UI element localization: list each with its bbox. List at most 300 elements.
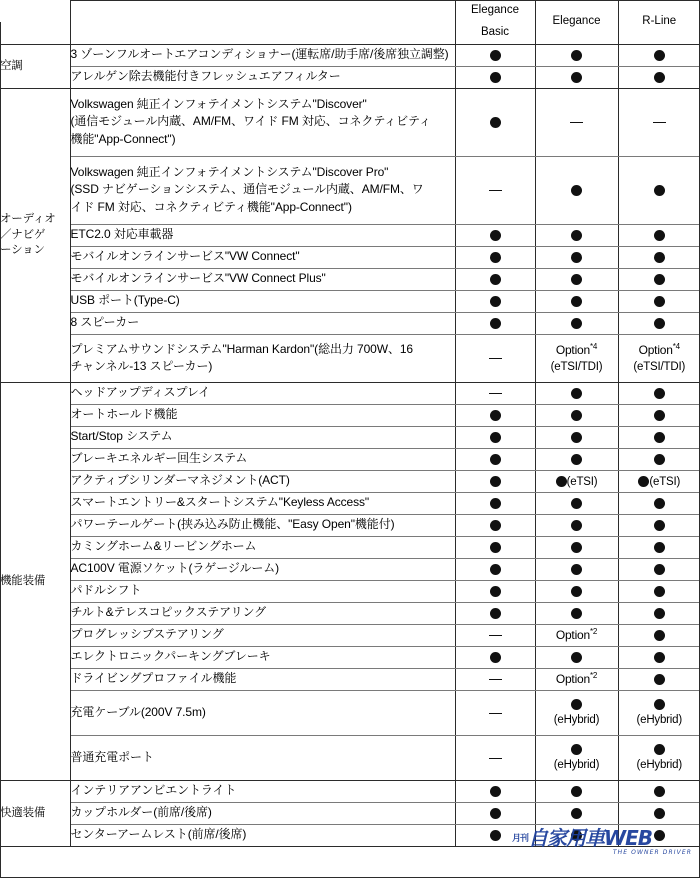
filled-circle-icon bbox=[490, 318, 501, 329]
watermark-tagline: THE OWNER DRIVER bbox=[612, 849, 692, 856]
equipment-item-line: (通信モジュール内蔵、AM/FM、ワイド FM 対応、コネクティビティ bbox=[70, 114, 431, 129]
filled-circle-icon bbox=[654, 808, 665, 819]
filled-circle-icon bbox=[490, 454, 501, 465]
header-col-elegance bbox=[535, 0, 618, 44]
equipment-item-name bbox=[70, 780, 455, 802]
option-footnote-marker: *4 bbox=[589, 341, 598, 351]
equipment-item-line: Volkswagen 純正インフォテイメントシステム"Discover Pro" bbox=[70, 165, 389, 180]
equipment-item-line: オートホールド機能 bbox=[70, 407, 178, 422]
table-row bbox=[0, 646, 700, 668]
header-category-cell bbox=[0, 0, 70, 44]
equipment-item-line: ドライビングプロファイル機能 bbox=[70, 671, 237, 686]
table-row bbox=[0, 224, 700, 246]
filled-circle-icon bbox=[654, 652, 665, 663]
table-row bbox=[0, 44, 700, 66]
header-col-elegance-basic-line2: Basic bbox=[480, 25, 510, 38]
filled-circle-icon bbox=[654, 699, 665, 710]
table-row bbox=[0, 558, 700, 580]
spec-value-cell bbox=[618, 290, 700, 312]
table-row bbox=[0, 448, 700, 470]
filled-circle-icon bbox=[556, 476, 567, 487]
table-row bbox=[0, 580, 700, 602]
spec-value-cell bbox=[455, 558, 535, 580]
equipment-item-line: カップホルダー(前席/後席) bbox=[70, 805, 212, 820]
filled-circle-icon bbox=[571, 50, 582, 61]
circle-with-inline-note bbox=[556, 476, 598, 488]
dash-icon bbox=[489, 713, 502, 714]
spec-value-cell bbox=[535, 44, 618, 66]
filled-circle-icon bbox=[490, 72, 501, 83]
filled-circle-icon bbox=[490, 476, 501, 487]
spec-value-cell bbox=[618, 514, 700, 536]
header-col-rline-line1: R-Line bbox=[642, 14, 677, 27]
table-row bbox=[0, 404, 700, 426]
table-row bbox=[0, 602, 700, 624]
table-row bbox=[0, 334, 700, 382]
filled-circle-icon bbox=[654, 498, 665, 509]
filled-circle-icon bbox=[654, 72, 665, 83]
table-row bbox=[0, 514, 700, 536]
header-col-elegance-line1: Elegance bbox=[552, 14, 601, 27]
equipment-item-line: モバイルオンラインサービス"VW Connect" bbox=[70, 249, 300, 264]
equipment-item-name bbox=[70, 668, 455, 690]
option-label-text: Option bbox=[555, 627, 590, 642]
spec-value-cell bbox=[455, 156, 535, 224]
spec-value-cell bbox=[455, 268, 535, 290]
spec-value-cell bbox=[618, 448, 700, 470]
option-footnote-marker: *2 bbox=[589, 626, 598, 636]
filled-circle-icon bbox=[571, 608, 582, 619]
spec-value-cell bbox=[535, 558, 618, 580]
filled-circle-icon bbox=[654, 50, 665, 61]
spec-value-cell bbox=[618, 824, 700, 846]
filled-circle-icon bbox=[571, 274, 582, 285]
option-label bbox=[536, 626, 618, 644]
spec-value-cell bbox=[618, 780, 700, 802]
filled-circle-icon bbox=[490, 410, 501, 421]
spec-value-cell bbox=[535, 602, 618, 624]
equipment-item-name bbox=[70, 382, 455, 404]
spec-value-cell bbox=[535, 802, 618, 824]
spec-value-cell bbox=[618, 88, 700, 156]
filled-circle-icon bbox=[571, 296, 582, 307]
filled-circle-icon bbox=[571, 230, 582, 241]
filled-circle-icon bbox=[490, 230, 501, 241]
filled-circle-icon bbox=[571, 72, 582, 83]
spec-value-cell bbox=[455, 514, 535, 536]
spec-value-cell bbox=[455, 470, 535, 492]
spec-value-cell bbox=[455, 602, 535, 624]
spec-value-cell bbox=[455, 88, 535, 156]
table-row bbox=[0, 735, 700, 780]
circle-with-note bbox=[619, 742, 700, 774]
spec-value-cell bbox=[618, 690, 700, 735]
equipment-item-line: プログレッシブステアリング bbox=[70, 627, 224, 642]
dash-icon bbox=[489, 758, 502, 759]
equipment-item-name bbox=[70, 88, 455, 156]
option-label bbox=[536, 670, 618, 688]
spec-value-cell bbox=[618, 66, 700, 88]
equipment-item-line: ヘッドアップディスプレイ bbox=[70, 385, 211, 400]
table-row bbox=[0, 426, 700, 448]
filled-circle-icon bbox=[654, 454, 665, 465]
spec-value-cell bbox=[535, 624, 618, 646]
header-col-rline bbox=[618, 0, 700, 44]
filled-circle-icon bbox=[571, 830, 582, 841]
category-label-1 bbox=[0, 88, 70, 382]
spec-value-cell bbox=[618, 404, 700, 426]
filled-circle-icon bbox=[571, 542, 582, 553]
filled-circle-icon bbox=[490, 786, 501, 797]
equipment-item-name bbox=[70, 602, 455, 624]
spec-value-cell bbox=[618, 426, 700, 448]
spec-value-cell bbox=[455, 624, 535, 646]
filled-circle-icon bbox=[571, 432, 582, 443]
spec-value-cell bbox=[618, 558, 700, 580]
circle-with-note bbox=[536, 697, 618, 729]
filled-circle-icon bbox=[490, 274, 501, 285]
watermark-prefix: 月刊 bbox=[512, 834, 529, 844]
filled-circle-icon bbox=[654, 230, 665, 241]
equipment-item-line: AC100V 電源ソケット(ラゲージルーム) bbox=[70, 561, 280, 576]
equipment-item-line: プレミアムサウンドシステム"Harman Kardon"(総出力 700W、16 bbox=[70, 341, 413, 356]
spec-value-cell bbox=[535, 88, 618, 156]
equipment-item-name bbox=[70, 312, 455, 334]
spec-value-cell bbox=[618, 470, 700, 492]
spec-value-cell bbox=[618, 492, 700, 514]
filled-circle-icon bbox=[571, 744, 582, 755]
filled-circle-icon bbox=[571, 498, 582, 509]
equipment-item-name bbox=[70, 156, 455, 224]
filled-circle-icon bbox=[490, 296, 501, 307]
equipment-item-name bbox=[70, 224, 455, 246]
spec-value-cell bbox=[535, 404, 618, 426]
equipment-item-line: モバイルオンラインサービス"VW Connect Plus" bbox=[70, 271, 326, 286]
dash-icon bbox=[489, 679, 502, 680]
circle-with-note bbox=[536, 742, 618, 774]
spec-value-cell bbox=[455, 224, 535, 246]
header-col-elegance-basic-line1: Elegance bbox=[471, 4, 519, 16]
spec-value-cell bbox=[618, 334, 700, 382]
equipment-item-name bbox=[70, 646, 455, 668]
table-row bbox=[0, 88, 700, 156]
category-label-0 bbox=[0, 44, 70, 88]
option-label bbox=[619, 341, 700, 359]
equipment-item-line: スマートエントリー&スタートシステム"Keyless Access" bbox=[70, 495, 370, 510]
spec-value-cell bbox=[535, 780, 618, 802]
spec-value-cell bbox=[535, 246, 618, 268]
spec-value-cell bbox=[535, 646, 618, 668]
equipment-item-line: アクティブシリンダーマネジメント(ACT) bbox=[70, 473, 290, 488]
equipment-item-name bbox=[70, 558, 455, 580]
filled-circle-icon bbox=[490, 608, 501, 619]
spec-value-cell bbox=[618, 44, 700, 66]
filled-circle-icon bbox=[490, 830, 501, 841]
spec-value-cell bbox=[455, 580, 535, 602]
spec-value-cell bbox=[455, 448, 535, 470]
category-label-2 bbox=[0, 382, 70, 780]
equipment-item-line: 普通充電ポート bbox=[70, 749, 154, 764]
table-row bbox=[0, 690, 700, 735]
option-label-text: Option bbox=[555, 671, 590, 686]
equipment-item-line: ETC2.0 対応車載器 bbox=[70, 227, 174, 242]
option-label-text: Option bbox=[555, 342, 590, 357]
spec-value-cell bbox=[535, 824, 618, 846]
circle-with-note bbox=[619, 697, 700, 729]
filled-circle-icon bbox=[571, 388, 582, 399]
spec-value-cell bbox=[618, 156, 700, 224]
equipment-item-line: (SSD ナビゲーションシステム、通信モジュール内蔵、AM/FM、ワ bbox=[70, 182, 424, 197]
dash-icon bbox=[489, 393, 502, 394]
spec-value-cell bbox=[618, 580, 700, 602]
spec-value-cell bbox=[618, 312, 700, 334]
table-row bbox=[0, 156, 700, 224]
filled-circle-icon bbox=[571, 586, 582, 597]
category-label-line: オーディオ bbox=[0, 213, 56, 226]
spec-value-note: (eHybrid) bbox=[553, 758, 600, 771]
filled-circle-icon bbox=[571, 808, 582, 819]
equipment-item-name bbox=[70, 514, 455, 536]
table-row bbox=[0, 824, 700, 846]
spec-value-cell bbox=[455, 735, 535, 780]
dash-icon bbox=[489, 635, 502, 636]
circle-with-inline-note bbox=[638, 476, 680, 488]
equipment-item-name bbox=[70, 66, 455, 88]
table-row bbox=[0, 66, 700, 88]
equipment-item-name bbox=[70, 334, 455, 382]
equipment-item-name bbox=[70, 404, 455, 426]
equipment-item-name bbox=[70, 690, 455, 735]
dash-icon bbox=[489, 358, 502, 359]
filled-circle-icon bbox=[654, 744, 665, 755]
filled-circle-icon bbox=[571, 454, 582, 465]
filled-circle-icon bbox=[571, 252, 582, 263]
spec-value-cell bbox=[455, 382, 535, 404]
spec-value-note: (eHybrid) bbox=[636, 758, 682, 771]
equipment-item-name bbox=[70, 580, 455, 602]
spec-value-cell bbox=[618, 668, 700, 690]
spec-value-cell bbox=[535, 580, 618, 602]
equipment-item-name bbox=[70, 624, 455, 646]
filled-circle-icon bbox=[654, 410, 665, 421]
equipment-item-line: 機能"App-Connect") bbox=[70, 131, 176, 146]
spec-value-cell bbox=[455, 290, 535, 312]
equipment-item-line: チャンネル-13 スピーカー) bbox=[70, 359, 213, 374]
spec-value-cell bbox=[618, 246, 700, 268]
filled-circle-icon bbox=[490, 498, 501, 509]
table-row bbox=[0, 246, 700, 268]
filled-circle-icon bbox=[490, 542, 501, 553]
equipment-item-name bbox=[70, 802, 455, 824]
category-label-line: 快適装備 bbox=[0, 806, 46, 819]
equipment-item-line: USB ポート(Type-C) bbox=[70, 293, 180, 308]
table-row bbox=[0, 290, 700, 312]
spec-value-cell bbox=[535, 536, 618, 558]
filled-circle-icon bbox=[490, 117, 501, 128]
spec-value-cell bbox=[535, 382, 618, 404]
spec-value-cell bbox=[535, 492, 618, 514]
filled-circle-icon bbox=[654, 252, 665, 263]
equipment-item-line: チルト&テレスコピックステアリング bbox=[70, 605, 267, 620]
spec-value-cell bbox=[455, 690, 535, 735]
filled-circle-icon bbox=[490, 50, 501, 61]
filled-circle-icon bbox=[490, 808, 501, 819]
filled-circle-icon bbox=[654, 318, 665, 329]
spec-value-cell bbox=[535, 334, 618, 382]
spec-value-cell bbox=[455, 492, 535, 514]
filled-circle-icon bbox=[571, 699, 582, 710]
spec-value-cell bbox=[535, 224, 618, 246]
filled-circle-icon bbox=[654, 520, 665, 531]
filled-circle-icon bbox=[654, 564, 665, 575]
spec-value-cell bbox=[535, 668, 618, 690]
filled-circle-icon bbox=[654, 830, 665, 841]
filled-circle-icon bbox=[490, 586, 501, 597]
filled-circle-icon bbox=[490, 564, 501, 575]
filled-circle-icon bbox=[571, 564, 582, 575]
equipment-item-line: 3 ゾーンフルオートエアコンディショナー(運転席/助手席/後席独立調整) bbox=[70, 47, 449, 62]
filled-circle-icon bbox=[490, 652, 501, 663]
spec-value-cell bbox=[618, 224, 700, 246]
spec-value-cell bbox=[535, 268, 618, 290]
spec-value-cell bbox=[618, 602, 700, 624]
filled-circle-icon bbox=[654, 274, 665, 285]
filled-circle-icon bbox=[571, 185, 582, 196]
equipment-item-name bbox=[70, 44, 455, 66]
filled-circle-icon bbox=[654, 185, 665, 196]
equipment-item-name bbox=[70, 290, 455, 312]
filled-circle-icon bbox=[490, 520, 501, 531]
equipment-item-line: Volkswagen 純正インフォテイメントシステム"Discover" bbox=[70, 97, 367, 112]
spec-value-cell bbox=[535, 690, 618, 735]
option-footnote-marker: *2 bbox=[589, 670, 598, 680]
spec-value-cell bbox=[535, 156, 618, 224]
header-row bbox=[0, 0, 700, 44]
equipment-item-line: 充電ケーブル(200V 7.5m) bbox=[70, 704, 206, 719]
spec-value-cell bbox=[535, 448, 618, 470]
filled-circle-icon bbox=[571, 318, 582, 329]
spec-value-cell bbox=[618, 536, 700, 558]
spec-value-cell bbox=[455, 312, 535, 334]
table-row bbox=[0, 802, 700, 824]
spec-value-cell bbox=[535, 514, 618, 536]
table-row bbox=[0, 624, 700, 646]
spec-value-cell bbox=[455, 536, 535, 558]
table-row bbox=[0, 780, 700, 802]
category-label-3 bbox=[0, 780, 70, 846]
spec-value-cell bbox=[618, 802, 700, 824]
spec-value-cell bbox=[455, 334, 535, 382]
equipment-item-name bbox=[70, 246, 455, 268]
spec-value-cell bbox=[455, 66, 535, 88]
equipment-item-name bbox=[70, 470, 455, 492]
spec-value-cell bbox=[455, 646, 535, 668]
filled-circle-icon bbox=[654, 296, 665, 307]
spec-value-note: (eHybrid) bbox=[636, 713, 682, 726]
filled-circle-icon bbox=[490, 252, 501, 263]
table-row bbox=[0, 268, 700, 290]
equipment-item-line: カミングホーム&リービングホーム bbox=[70, 539, 257, 554]
table-row bbox=[0, 668, 700, 690]
option-label bbox=[536, 341, 618, 359]
equipment-item-name bbox=[70, 268, 455, 290]
table-top-border bbox=[455, 0, 700, 1]
spec-value-cell bbox=[535, 426, 618, 448]
spec-value-cell bbox=[455, 824, 535, 846]
spec-value-note: (eTSI/TDI) bbox=[633, 361, 686, 374]
spec-value-cell bbox=[455, 668, 535, 690]
equipment-item-line: Start/Stop システム bbox=[70, 429, 173, 444]
equipment-item-name bbox=[70, 426, 455, 448]
equipment-item-line: ブレーキエネルギー回生システム bbox=[70, 451, 248, 466]
dash-icon bbox=[653, 122, 666, 123]
equipment-item-name bbox=[70, 735, 455, 780]
table-header bbox=[0, 0, 700, 44]
spec-value-cell bbox=[535, 470, 618, 492]
filled-circle-icon bbox=[571, 652, 582, 663]
spec-value-cell bbox=[618, 646, 700, 668]
spec-value-cell bbox=[455, 780, 535, 802]
spec-value-note: (eTSI/TDI) bbox=[550, 361, 603, 374]
table-body bbox=[0, 44, 700, 846]
spec-value-note: (eTSI) bbox=[566, 475, 598, 488]
category-label-line: 機能装備 bbox=[0, 574, 46, 587]
equipment-item-line: パドルシフト bbox=[70, 583, 142, 598]
equipment-item-line: エレクトロニックパーキングブレーキ bbox=[70, 649, 271, 664]
equipment-item-name bbox=[70, 824, 455, 846]
equipment-item-name bbox=[70, 492, 455, 514]
filled-circle-icon bbox=[571, 786, 582, 797]
option-label-text: Option bbox=[638, 342, 673, 357]
spec-value-cell bbox=[455, 44, 535, 66]
option-footnote-marker: *4 bbox=[672, 341, 680, 351]
filled-circle-icon bbox=[654, 608, 665, 619]
table-row bbox=[0, 492, 700, 514]
equipment-item-line: インテリアアンビエントライト bbox=[70, 783, 237, 798]
header-col-elegance-basic bbox=[455, 0, 535, 44]
spec-value-cell bbox=[455, 426, 535, 448]
spec-value-cell bbox=[618, 268, 700, 290]
filled-circle-icon bbox=[654, 786, 665, 797]
equipment-item-name bbox=[70, 448, 455, 470]
watermark-title: 自家用車WEB bbox=[528, 826, 652, 850]
header-item-cell bbox=[70, 0, 455, 44]
spec-value-cell bbox=[455, 802, 535, 824]
spec-value-cell bbox=[535, 735, 618, 780]
equipment-item-line: イド FM 対応、コネクティビティ機能"App-Connect") bbox=[70, 199, 352, 214]
spec-value-cell bbox=[618, 624, 700, 646]
table-left-border bbox=[0, 22, 1, 878]
spec-value-cell bbox=[618, 735, 700, 780]
filled-circle-icon bbox=[654, 630, 665, 641]
filled-circle-icon bbox=[638, 476, 649, 487]
filled-circle-icon bbox=[490, 432, 501, 443]
spec-value-cell bbox=[535, 66, 618, 88]
dash-icon bbox=[570, 122, 583, 123]
category-label-line: ーション bbox=[0, 243, 45, 256]
category-label-line: ／ナビゲ bbox=[0, 228, 46, 241]
table-row bbox=[0, 382, 700, 404]
table-row bbox=[0, 536, 700, 558]
filled-circle-icon bbox=[571, 410, 582, 421]
equipment-item-line: 8 スピーカー bbox=[70, 315, 140, 330]
spec-value-cell bbox=[618, 382, 700, 404]
equipment-item-line: アレルゲン除去機能付きフレッシュエアフィルター bbox=[70, 69, 341, 84]
spec-value-cell bbox=[455, 246, 535, 268]
equipment-item-name bbox=[70, 536, 455, 558]
filled-circle-icon bbox=[654, 674, 665, 685]
spec-value-note: (eHybrid) bbox=[553, 713, 600, 726]
